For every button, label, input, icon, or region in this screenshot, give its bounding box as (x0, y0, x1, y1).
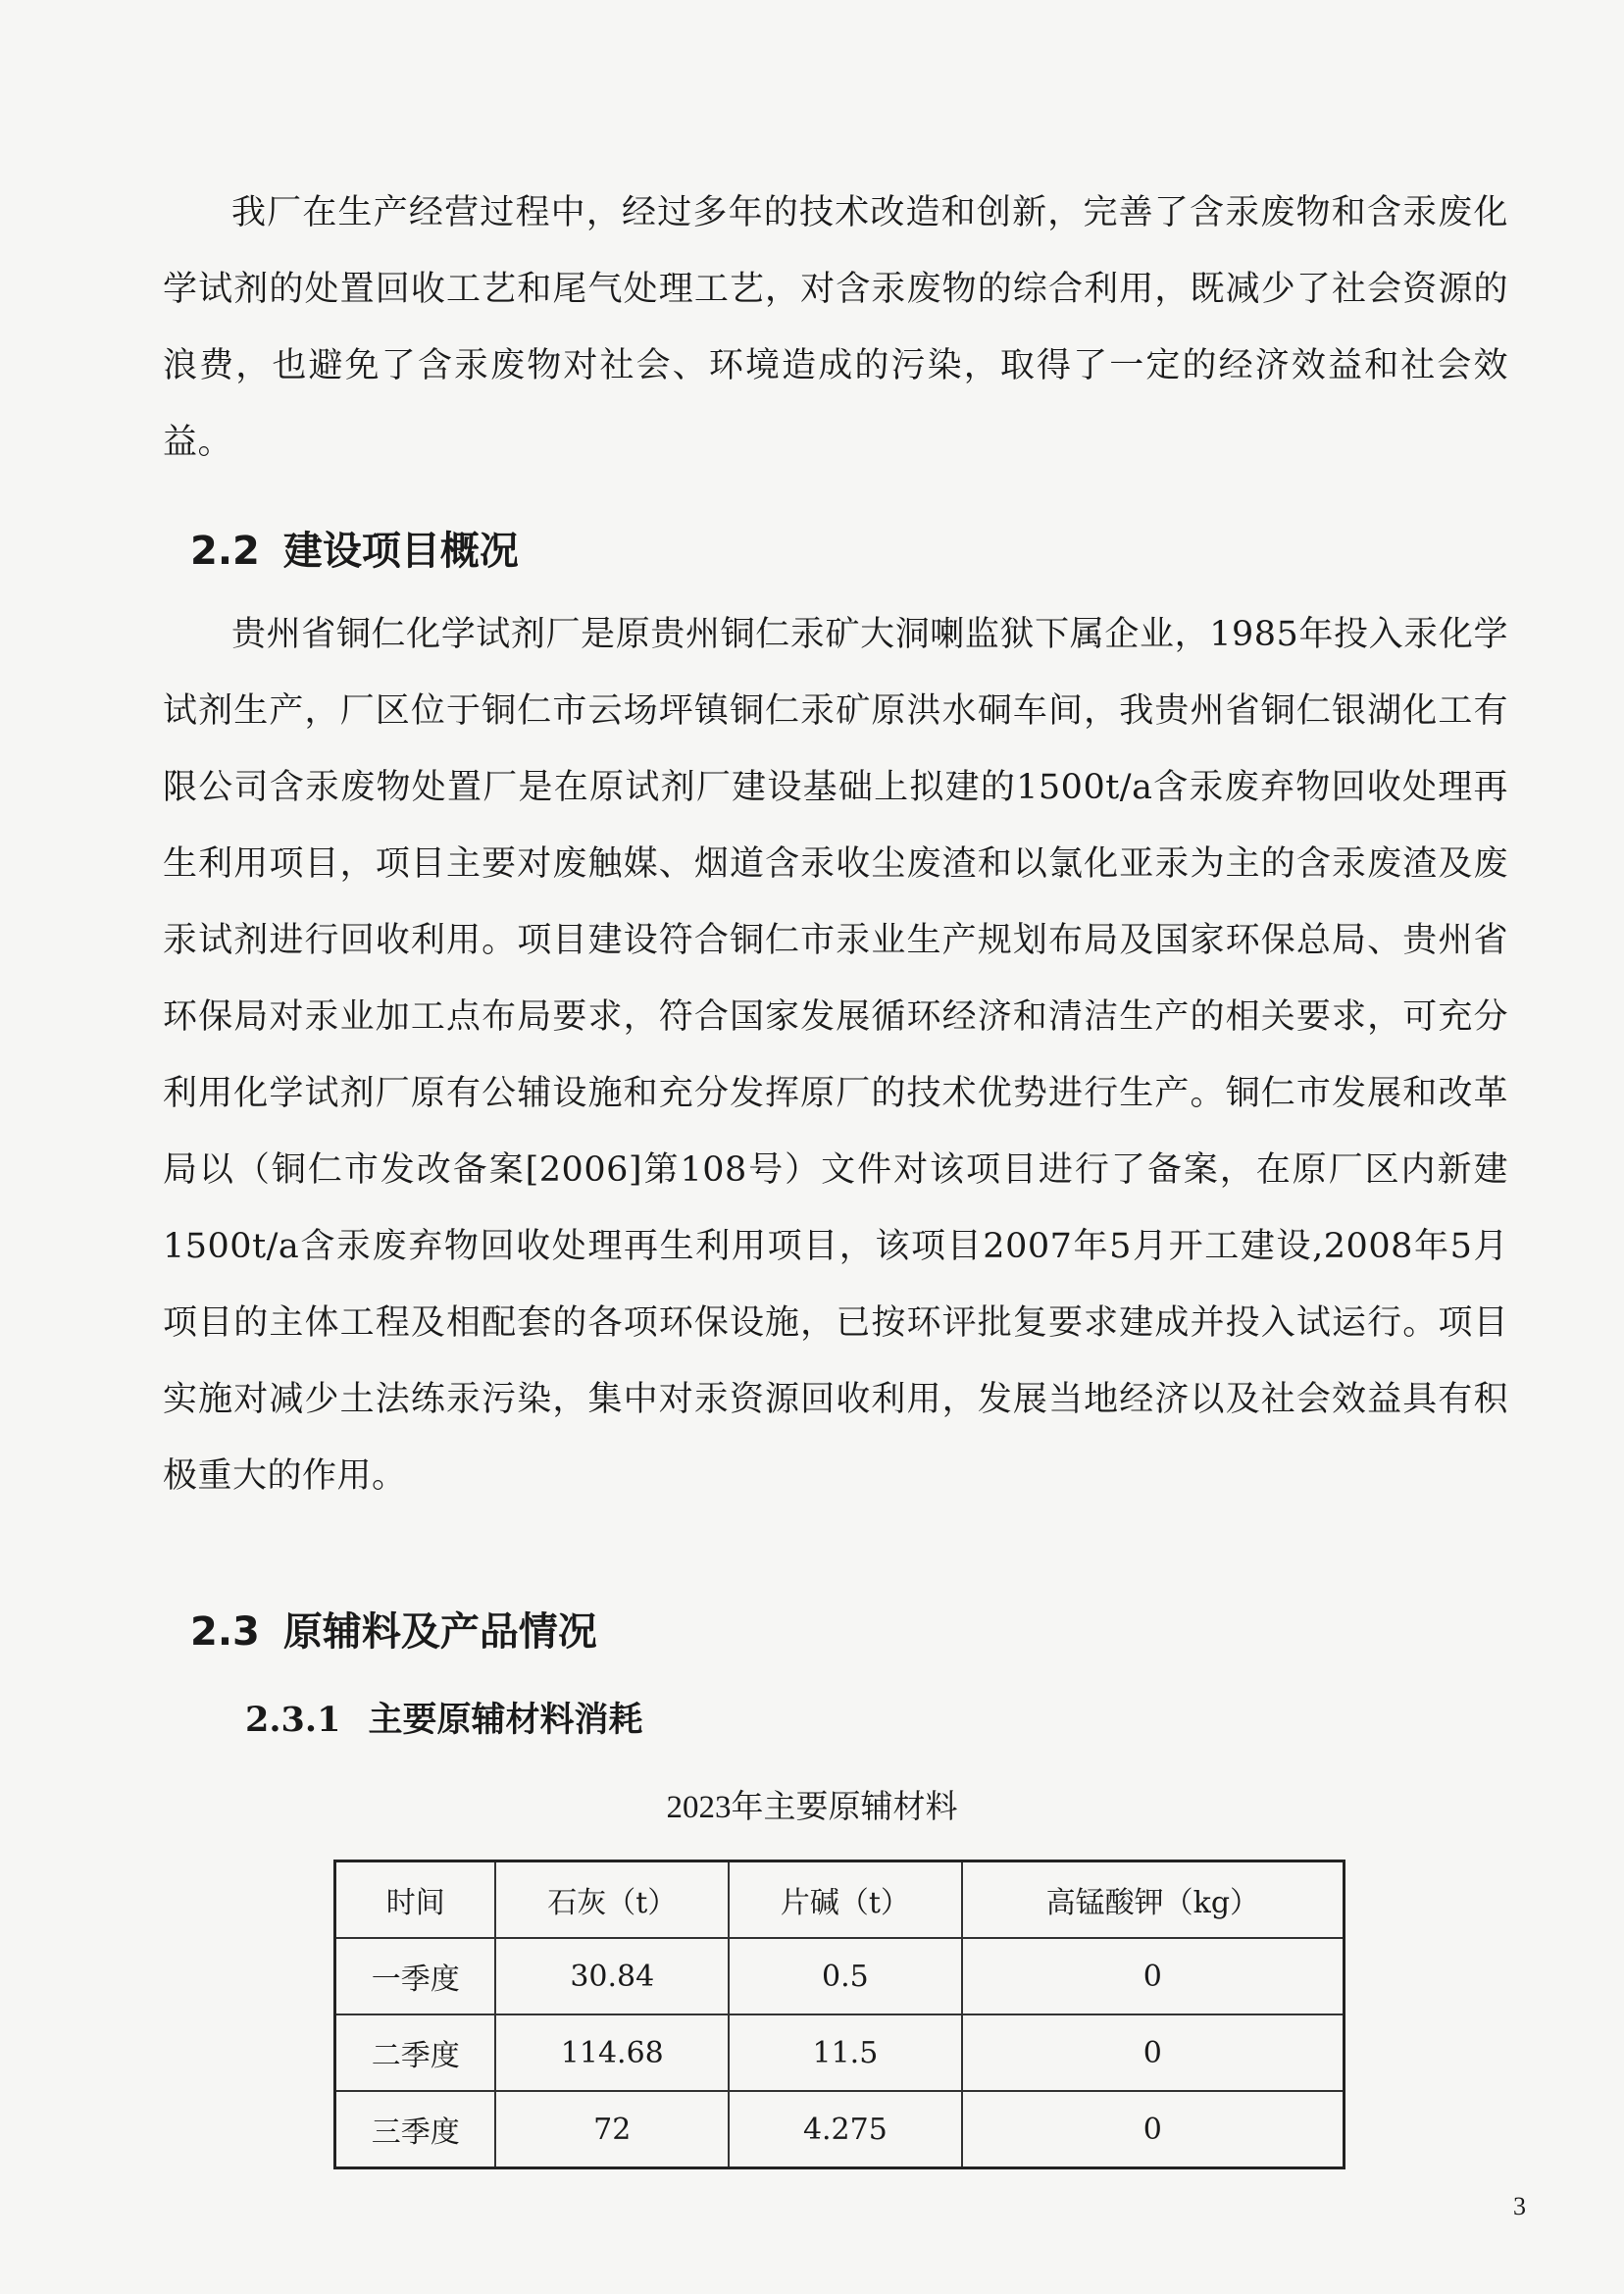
page-number: 3 (1513, 2192, 1526, 2220)
table-cell: 30.84 (495, 1938, 729, 2014)
table-cell: 114.68 (495, 2014, 729, 2091)
column-header: 高锰酸钾（kg） (962, 1861, 1345, 1939)
table-cell: 0 (962, 2091, 1345, 2168)
table-row (335, 2091, 1345, 2168)
table-caption: 2023年主要原辅材料 (666, 1790, 958, 1825)
section-title: 建设项目概况 (282, 529, 519, 574)
table-row (335, 2014, 1345, 2091)
table-cell: 0 (962, 1938, 1345, 2014)
table-cell: 二季度 (335, 2014, 496, 2091)
section-heading-2-2 (190, 520, 519, 576)
table-cell: 三季度 (335, 2091, 496, 2168)
subsection-number: 2.3.1 (245, 1700, 341, 1740)
intro-paragraph: 我厂在生产经营过程中，经过多年的技术改造和创新，完善了含汞废物和含汞废化学试剂的处置回收工艺和尾气处理工艺，对含汞废物的综合利用，既减少了社会资源的浪费，也避免了含汞废物对社会、环境造成的污染，取得了一定的经济效益和社会效益。 (163, 193, 1508, 462)
table-row (335, 1938, 1345, 2014)
subsection-title: 主要原辅材料消耗 (368, 1700, 643, 1740)
section-title: 原辅料及产品情况 (282, 1609, 597, 1655)
column-header: 片碱（t） (729, 1861, 962, 1939)
table-header-row (335, 1861, 1345, 1939)
column-header: 时间 (335, 1861, 496, 1939)
column-header: 石灰（t） (495, 1861, 729, 1939)
table-cell: 11.5 (729, 2014, 962, 2091)
section-number: 2.3 (190, 1609, 260, 1655)
project-overview-paragraph: 贵州省铜仁化学试剂厂是原贵州铜仁汞矿大洞喇监狱下属企业，1985年投入汞化学试剂生产，厂区位于铜仁市云场坪镇铜仁汞矿原洪水硐车间，我贵州省铜仁银湖化工有限公司含汞废物处置厂是在原试剂厂建设基础上拟建的1500t/a含汞废弃物回收处理再生利用项目，项目主要对废触媒、烟道含汞收尘废渣和以氯化亚汞为主的含汞废渣及废汞试剂进行回收利用。项目建设符合铜仁市汞业生产规划布局及国家环保总局、贵州省环保局对汞业加工点布局要求，符合国家发展循环经济和清洁生产的相关要求，可充分利用化学试剂厂原有公辅设施和充分发挥原厂的技术优势进行生产。铜仁市发展和改革局以（铜仁市发改备案[2006]第108号）文件对该项目进行了备案，在原厂区内新建1500t/a含汞废弃物回收处理再生利用项目，该项目2007年5月开工建设,2008年5月项目的主体工程及相配套的各项环保设施，已按环评批复要求建成并投入试运行。项目实施对减少土法练汞污染，集中对汞资源回收利用，发展当地经济以及社会效益具有积极重大的作用。 (163, 615, 1508, 1496)
table-cell: 4.275 (729, 2091, 962, 2168)
section-heading-2-3 (190, 1601, 597, 1657)
section-number: 2.2 (190, 529, 260, 574)
table-cell: 0 (962, 2014, 1345, 2091)
subsection-heading-2-3-1 (245, 1693, 642, 1742)
table-cell: 一季度 (335, 1938, 496, 2014)
materials-table (333, 1860, 1345, 2169)
table-cell: 0.5 (729, 1938, 962, 2014)
table-cell: 72 (495, 2091, 729, 2168)
